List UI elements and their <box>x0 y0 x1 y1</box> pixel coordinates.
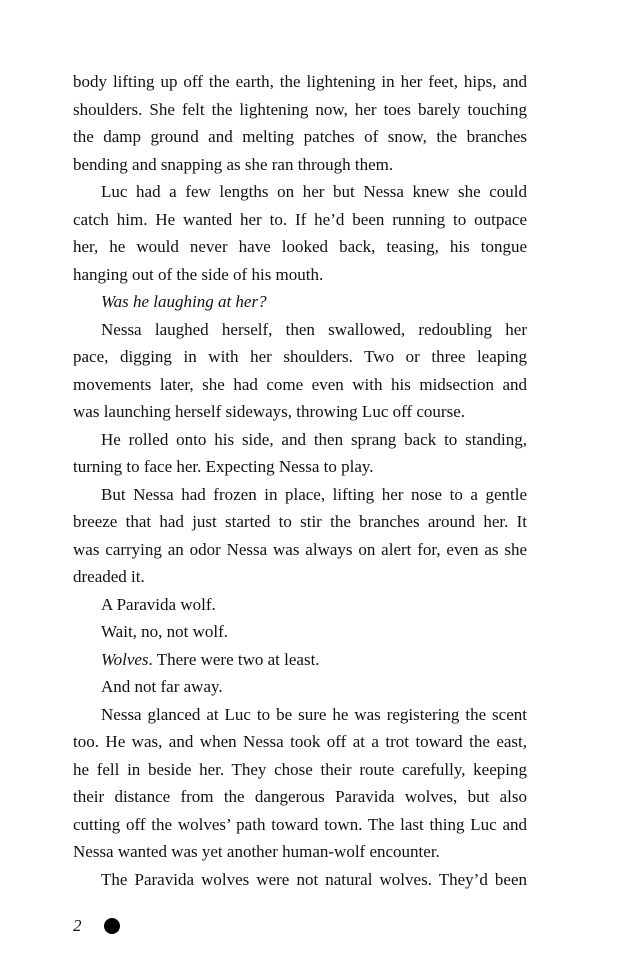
emphasis-text: Wolves <box>101 649 149 669</box>
text-line: He rolled onto his side, and then sprang back to standing, <box>101 429 527 449</box>
text-line: their distance from the dangerous Paravida wolves, but also <box>73 787 527 806</box>
text-line: too. He was, and when Nessa took off at a trot toward the east, <box>73 732 527 751</box>
page-footer <box>73 915 120 937</box>
text-line: And not far away. <box>101 677 223 696</box>
text-line: Luc had a few lengths on her but Nessa knew she could <box>101 182 527 201</box>
text-line-mixed <box>73 646 527 674</box>
text-line: he fell in beside her. They chose their route carefully, keeping <box>73 759 527 779</box>
text-line: pace, digging in with her shoulders. Two or three leaping <box>73 347 527 366</box>
text-line: was carrying an odor Nessa was always on alert for, even as she <box>73 539 527 559</box>
text-line: body lifting up off the earth, the lightening in her feet, hips, and <box>73 72 527 91</box>
text-line: shoulders. She felt the lightening now, her toes barely touching <box>73 99 527 119</box>
text-line: A Paravida wolf. <box>101 594 216 614</box>
text-line: her, he would never have looked back, teasing, his tongue <box>73 237 527 256</box>
text-line: dreaded it. <box>73 567 145 586</box>
text-line: bending and snapping as she ran through them. <box>73 154 394 174</box>
text-line: movements later, she had come even with his midsection and <box>73 374 527 394</box>
text-line: The Paravida wolves were not natural wolves. They’d been <box>101 869 527 889</box>
text-line: Wait, no, not wolf. <box>101 622 229 641</box>
text-line: turning to face her. Expecting Nessa to play. <box>73 457 374 476</box>
page-number: 2 <box>73 916 82 935</box>
text-line: the damp ground and melting patches of snow, the branches <box>73 127 527 146</box>
text-line: breeze that had just started to stir the branches around her. It <box>73 512 527 531</box>
text-line: Nessa wanted was yet another human-wolf encounter. <box>73 842 440 861</box>
text-line: hanging out of the side of his mouth. <box>73 264 324 284</box>
text-line: cutting off the wolves’ path toward town. The last thing Luc and <box>73 814 527 834</box>
text-line: Nessa laughed herself, then swallowed, redoubling her <box>101 319 527 339</box>
text-line: was launching herself sideways, throwing Luc off course. <box>73 402 465 421</box>
book-page-text <box>73 68 527 893</box>
text-line-italic: Was he laughing at her? <box>101 292 267 311</box>
text-line: Nessa glanced at Luc to be sure he was registering the scent <box>101 704 527 724</box>
filled-circle-icon <box>104 918 120 934</box>
text-fragment: . There were two at least. <box>148 649 320 669</box>
text-line: catch him. He wanted her to. If he’d been running to outpace <box>73 209 527 229</box>
text-line: But Nessa had frozen in place, lifting her nose to a gentle <box>101 484 527 504</box>
